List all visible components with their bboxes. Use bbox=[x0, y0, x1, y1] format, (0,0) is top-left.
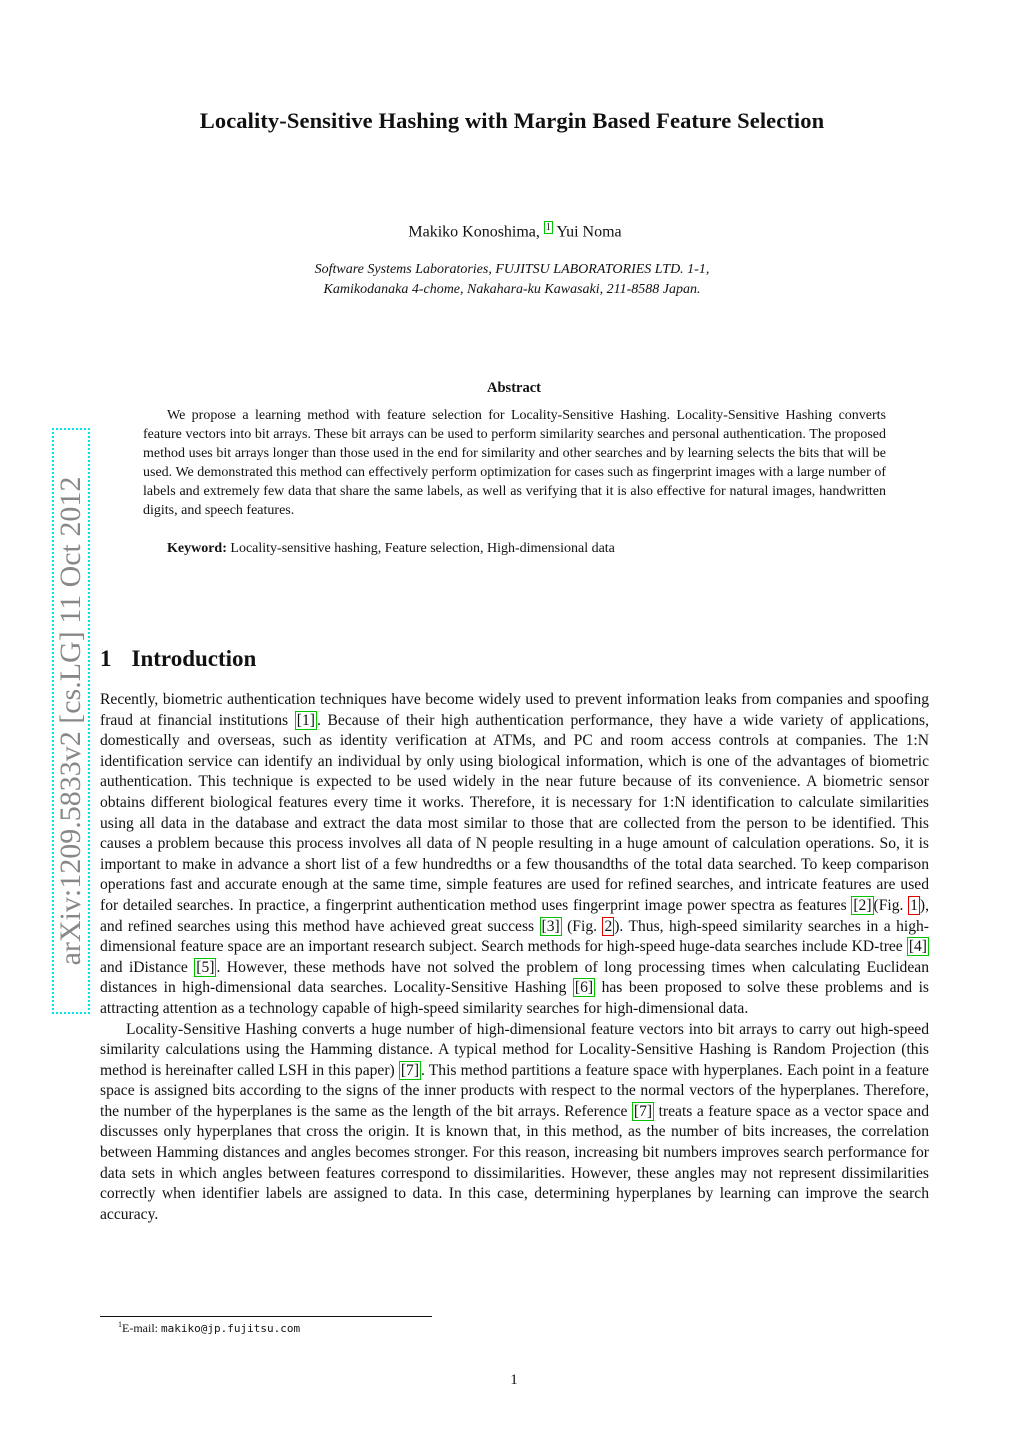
citation-link[interactable]: [3] bbox=[541, 917, 560, 935]
citation-link[interactable]: [7] bbox=[400, 1061, 420, 1079]
body-text bbox=[100, 690, 929, 1225]
citation-link[interactable]: [6] bbox=[574, 979, 594, 997]
paragraph: Recently, biometric authentication techniques have become widely used to prevent information leaks from companies and spoofing fraud at financial institutions [1] . Because of their high authentication performance, they have a wide variety of applications, domestically and overseas, such as identity verification at ATMs, and PC and room access controls at companies. The 1:N identification service can identify an individual by only using biological information, which is one of the advantages of biometric authentication. This technique is expected to be used widely in the near future because of its convenience. A biometric sensor obtains different biological features every time it works. Therefore, it is necessary for 1:N identification to calculate similarities using all data in the database and extract the data most similar to those that are collected from the person to be identified. This causes a problem because this process involves all data of N people resulting in a huge amount of calculation operations. So, it is important to make in advance a short list of a few hundredths or a few thousandths of the total data searched. To keep comparison operations fast and accurate enough at the same time, simple features are used for refined searches, and intricate features are used for detailed searches. In practice, a fingerprint authentication method uses fingerprint image power spectra as features [2] (Fig. 1 ), and refined searches using this method have achieved great success [3] (Fig. 2 ). Thus, high-speed similarity searches in a high-dimensional feature space are an important research subject. Search methods for high-speed huge-data searches include KD-tree [4] and iDistance [5] . However, these methods have not solved the problem of long processing times when calculating Euclidean distances in high-dimensional data searches. Locality-Sensitive Hashing [6] has been proposed to solve these problems and is attracting attention as a technology capable of high-speed similarity searches for high-dimensional data. bbox=[100, 691, 930, 1017]
citation-link[interactable]: [4] bbox=[908, 938, 927, 956]
citation-link[interactable]: [2] bbox=[853, 896, 872, 914]
citation-link[interactable]: [7] bbox=[633, 1102, 653, 1120]
keyword-list: Locality-sensitive hashing, Feature selection, High-dimensional data bbox=[230, 541, 615, 556]
abstract-heading: Abstract bbox=[487, 380, 541, 396]
author-list bbox=[0, 218, 1024, 241]
arxiv-stamp[interactable]: arXiv:1209.5833v2 [cs.LG] 11 Oct 2012 bbox=[52, 428, 90, 1014]
author-1: Makiko Konoshima, bbox=[408, 223, 540, 241]
section-title: Introduction bbox=[131, 646, 257, 671]
affiliation-line-2: Kamikodanaka 4-chome, Nakahara-ku Kawasaki, 211-8588 Japan. bbox=[323, 282, 701, 297]
keyword-label: Keyword: bbox=[167, 541, 227, 556]
footnote bbox=[118, 1320, 300, 1336]
abstract-text: We propose a learning method with feature selection for Locality-Sensitive Hashing. Locality-Sensitive Hashing converts feature vectors into bit arrays. These bit arrays can be used to perform similarity searches and personal authentication. The proposed method uses bit arrays longer than those used in the end for similarity and other searches and by learning selects the bits that will be used. We demonstrated this method can effectively perform optimization for cases such as fingerprint images with a large number of labels and extremely few data that share the same labels, as well as verifying that it is also effective for natural images, handwritten digits, and speech features. bbox=[143, 408, 886, 518]
citation-link[interactable]: [5] bbox=[196, 958, 215, 976]
footnote-mark: 1 bbox=[118, 1320, 122, 1329]
footnote-link[interactable]: 1 bbox=[545, 222, 551, 233]
footnote-label: E-mail: bbox=[122, 1321, 161, 1335]
section-number: 1 bbox=[100, 646, 112, 671]
footnote-email[interactable]: makiko@jp.fujitsu.com bbox=[161, 1322, 301, 1335]
figure-link[interactable]: 2 bbox=[604, 917, 613, 935]
section-heading bbox=[100, 646, 256, 672]
footnote-divider bbox=[100, 1316, 432, 1317]
affiliation bbox=[0, 260, 1024, 300]
paper-title: Locality-Sensitive Hashing with Margin Based Feature Selection bbox=[199, 108, 825, 133]
paragraph: Locality-Sensitive Hashing converts a huge number of high-dimensional feature vectors into bit arrays to carry out high-speed similarity calculations using the Hamming distance. A typical method for Locality-Sensitive Hashing is Random Projection (this method is hereinafter called LSH in this paper) [7] . This method partitions a feature space with hyperplanes. Each point in a feature space is assigned bits according to the signs of the inner products with respect to the normal vectors of the hyperplanes. Therefore, the number of the hyperplanes is the same as the length of the bit arrays. Reference [7] treats a feature space as a vector space and discusses only hyperplanes that cross the origin. It is known that, in this method, as the number of bits increases, the correlation between Hamming distances and angles becomes stronger. For this reason, increasing bit numbers improves search performance for data sets in which angles between features correspond to dissimilarities. However, these angles may not represent dissimilarities correctly when identifier labels are assigned to data. In this case, determining hyperplanes by learning can improve the search accuracy. bbox=[100, 1020, 930, 1223]
abstract-body bbox=[143, 406, 886, 520]
affiliation-line-1: Software Systems Laboratories, FUJITSU LABORATORIES LTD. 1-1, bbox=[314, 262, 710, 277]
keywords bbox=[143, 539, 886, 558]
author-2: Yui Noma bbox=[556, 223, 622, 241]
figure-link[interactable]: 1 bbox=[910, 896, 918, 914]
page-number: 1 bbox=[510, 1372, 518, 1388]
citation-link[interactable]: [1] bbox=[296, 711, 315, 729]
